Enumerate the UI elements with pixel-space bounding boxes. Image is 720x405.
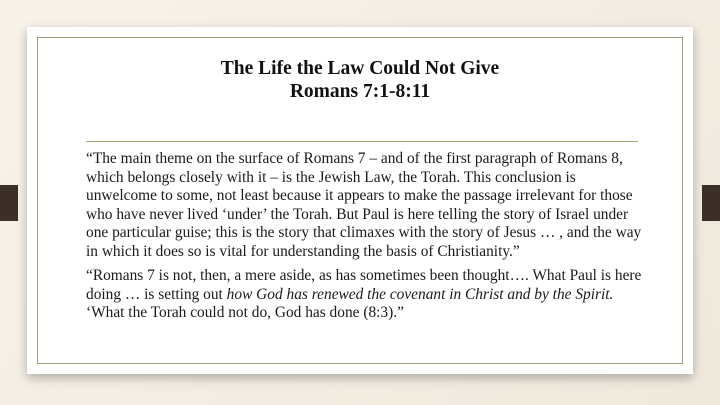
- title-line-1: The Life the Law Could Not Give: [220, 58, 500, 79]
- quote-paragraph-1: “The main theme on the surface of Romans 7 – and of the first paragraph of Romans 8, which belongs closely with it – is the Jewish Law, the Torah. This conclusion is unwelcome to some, not least because it appears to make the passage irrelevant for those who have never lived ‘under’ the Torah. But Paul is here telling the story of Israel under one particular guise; this is the story that climaxes with the story of Jesus … , and the way in which it does so is vital for understanding the basis of Christianity.”: [86, 150, 642, 260]
- slide-body: [86, 150, 646, 329]
- right-decorative-tab: [702, 185, 720, 221]
- title-divider: [86, 141, 638, 142]
- quote-paragraph-2: [86, 267, 646, 323]
- paragraph-2-text: “Romans 7 is not, then, a mere aside, as has sometimes been thought…. What Paul is here doing … is setting out: [86, 267, 642, 303]
- title-line-2: Romans 7:1-8:11: [289, 81, 431, 102]
- slide-title: [0, 57, 720, 103]
- left-decorative-tab: [0, 185, 18, 221]
- paragraph-2-end: ‘What the Torah could not do, God has done (8:3).”: [86, 304, 404, 321]
- paragraph-2-italic: how God has renewed the covenant in Christ and by the Spirit.: [226, 285, 614, 303]
